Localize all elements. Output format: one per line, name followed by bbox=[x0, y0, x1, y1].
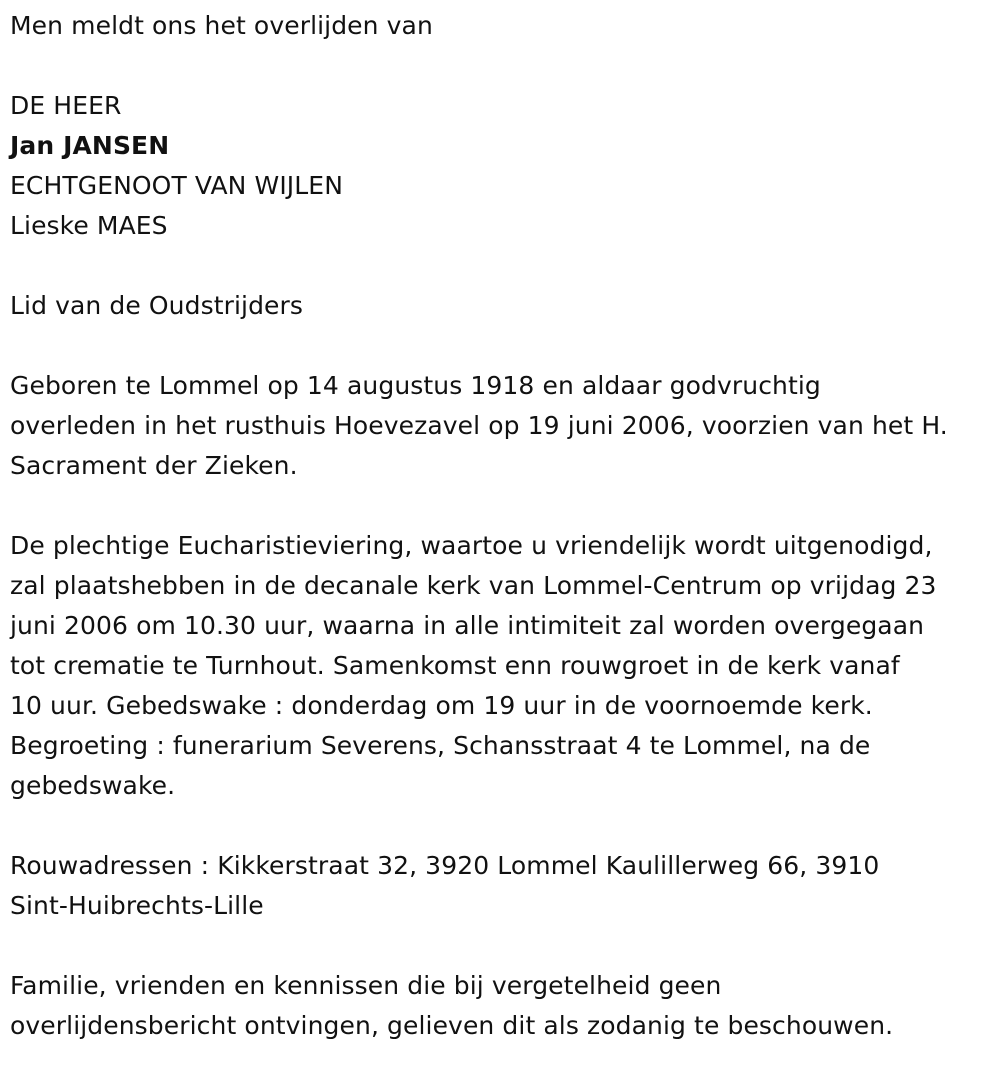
intro-text: Men meldt ons het overlijden van bbox=[10, 11, 433, 40]
paragraph-line: zal plaatshebben in de decanale kerk van Lommel-Centrum op vrijdag 23 bbox=[10, 571, 937, 600]
spouse-name: Lieske MAES bbox=[10, 211, 168, 240]
paragraph-line: Sint-Huibrechts-Lille bbox=[10, 891, 264, 920]
title-prefix: DE HEER bbox=[10, 91, 122, 120]
paragraph-line: overleden in het rusthuis Hoevezavel op 19 juni 2006, voorzien van het H. bbox=[10, 411, 948, 440]
spacer bbox=[10, 246, 995, 286]
deceased-name: Jan JANSEN bbox=[10, 131, 170, 160]
spacer bbox=[10, 326, 995, 366]
spacer bbox=[10, 46, 995, 86]
paragraph-line: Rouwadressen : Kikkerstraat 32, 3920 Lommel Kaulillerweg 66, 3910 bbox=[10, 851, 880, 880]
paragraph-line: De plechtige Eucharistieviering, waartoe u vriendelijk wordt uitgenodigd, bbox=[10, 531, 933, 560]
spouse-label: ECHTGENOOT VAN WIJLEN bbox=[10, 171, 344, 200]
spacer bbox=[10, 926, 995, 966]
paragraph-line: gebedswake. bbox=[10, 771, 176, 800]
membership-text: Lid van de Oudstrijders bbox=[10, 291, 304, 320]
spacer bbox=[10, 486, 995, 526]
obituary-notice bbox=[10, 6, 995, 1046]
addresses-paragraph bbox=[10, 846, 995, 926]
paragraph-line: overlijdensbericht ontvingen, gelieven dit als zodanig te beschouwen. bbox=[10, 1011, 894, 1040]
paragraph-line: Geboren te Lommel op 14 augustus 1918 en aldaar godvruchtig bbox=[10, 371, 821, 400]
paragraph-line: tot crematie te Turnhout. Samenkomst enn rouwgroet in de kerk vanaf bbox=[10, 651, 900, 680]
closing-paragraph bbox=[10, 966, 995, 1046]
paragraph-line: Begroeting : funerarium Severens, Schansstraat 4 te Lommel, na de bbox=[10, 731, 871, 760]
birth-death-paragraph bbox=[10, 366, 995, 486]
spacer bbox=[10, 806, 995, 846]
paragraph-line: Familie, vrienden en kennissen die bij vergetelheid geen bbox=[10, 971, 722, 1000]
paragraph-line: 10 uur. Gebedswake : donderdag om 19 uur in de voornoemde kerk. bbox=[10, 691, 873, 720]
ceremony-paragraph bbox=[10, 526, 995, 806]
paragraph-line: Sacrament der Zieken. bbox=[10, 451, 298, 480]
paragraph-line: juni 2006 om 10.30 uur, waarna in alle intimiteit zal worden overgegaan bbox=[10, 611, 925, 640]
